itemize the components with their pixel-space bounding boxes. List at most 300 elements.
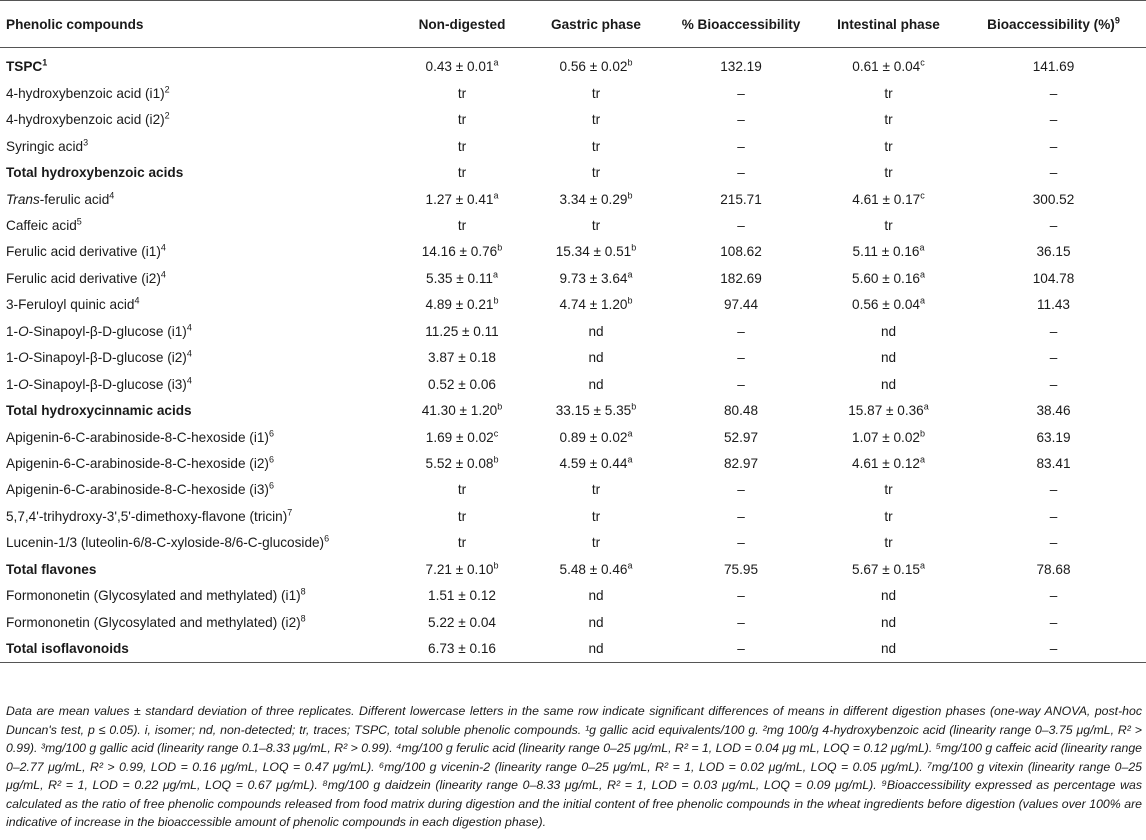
cell-value: tr <box>591 112 601 128</box>
cell-value: 15.87 ± 0.36 <box>848 403 924 419</box>
compound-name-cell <box>0 48 398 81</box>
non-digested-cell <box>398 503 526 529</box>
compound-name: Formononetin (Glycosylated and methylated) (i2) <box>6 614 301 630</box>
bioaccessibility-cell <box>961 80 1146 106</box>
compound-footnote-ref: 4 <box>186 322 192 333</box>
compound-footnote-ref: 2 <box>164 110 170 121</box>
compound-footnote-ref: 4 <box>186 375 192 386</box>
table-row <box>0 503 1146 529</box>
compound-footnote-ref: 4 <box>186 348 192 359</box>
cell-value: – <box>1049 482 1058 498</box>
gastric-phase-cell <box>526 345 666 371</box>
cell-value: – <box>737 218 745 234</box>
compound-footnote-ref: 8 <box>300 586 306 597</box>
compound-name-prefix: 1- <box>6 323 19 339</box>
cell-value: 7.21 ± 0.10 <box>425 561 494 577</box>
cell-value: tr <box>591 138 601 154</box>
cell-value: 300.52 <box>1032 191 1075 207</box>
cell-value: – <box>737 350 745 366</box>
cell-value: nd <box>880 323 897 339</box>
gastric-phase-cell <box>526 133 666 159</box>
compound-name: -Sinapoyl-β-D-glucose (i1) <box>28 323 187 339</box>
header-phenolic-compounds: Phenolic compounds <box>0 1 398 48</box>
gastric-phase-cell <box>526 609 666 635</box>
cell-value: tr <box>884 165 893 181</box>
percent-bioaccessibility-cell <box>666 160 816 186</box>
cell-value: tr <box>457 482 467 498</box>
cell-value: nd <box>588 323 604 339</box>
compound-footnote-ref: 7 <box>287 507 293 518</box>
cell-value: 78.68 <box>1036 561 1071 577</box>
gastric-phase-cell <box>526 318 666 344</box>
significance-letter: b <box>497 401 503 412</box>
significance-letter: c <box>493 428 499 439</box>
bioaccessibility-cell <box>961 583 1146 609</box>
significance-letter: a <box>492 269 498 280</box>
cell-value: nd <box>588 641 604 657</box>
table-row <box>0 424 1146 450</box>
compound-name-cell <box>0 318 398 344</box>
cell-value: 108.62 <box>720 244 762 260</box>
cell-value: nd <box>880 641 897 657</box>
compound-name: Total hydroxybenzoic acids <box>6 165 184 181</box>
significance-letter: a <box>919 269 925 280</box>
percent-bioaccessibility-cell <box>666 186 816 212</box>
non-digested-cell <box>398 424 526 450</box>
cell-value: 0.56 ± 0.02 <box>559 59 628 75</box>
table-row <box>0 292 1146 318</box>
non-digested-cell <box>398 213 526 239</box>
significance-letter: a <box>627 269 633 280</box>
cell-value: 1.51 ± 0.12 <box>428 588 496 604</box>
percent-bioaccessibility-cell <box>666 424 816 450</box>
bioaccessibility-cell <box>961 213 1146 239</box>
cell-value: 0.52 ± 0.06 <box>428 376 496 392</box>
compound-name-prefix: 1- <box>6 350 19 366</box>
compound-name-cell <box>0 371 398 397</box>
cell-value: tr <box>457 138 467 154</box>
compound-name-cell <box>0 160 398 186</box>
cell-value: tr <box>591 508 601 524</box>
bioaccessibility-cell <box>961 636 1146 663</box>
compound-name-cell <box>0 133 398 159</box>
cell-value: 141.69 <box>1032 59 1075 75</box>
cell-value: tr <box>884 218 893 234</box>
compound-name-cell <box>0 609 398 635</box>
bioaccessibility-cell <box>961 609 1146 635</box>
table-row <box>0 636 1146 663</box>
compound-name-cell <box>0 266 398 292</box>
cell-value: tr <box>457 218 467 234</box>
significance-letter: b <box>631 242 637 253</box>
percent-bioaccessibility-cell <box>666 107 816 133</box>
cell-value: 1.27 ± 0.41 <box>425 191 494 207</box>
gastric-phase-cell <box>526 583 666 609</box>
header-bioaccessibility: Bioaccessibility (%)$^9$ <box>961 1 1146 48</box>
cell-value: 11.43 <box>1036 297 1070 313</box>
intestinal-phase-cell <box>816 186 961 212</box>
cell-value: – <box>737 588 745 604</box>
non-digested-cell <box>398 239 526 265</box>
cell-value: 5.48 ± 0.46 <box>559 561 628 577</box>
compound-footnote-ref: 4 <box>109 190 115 201</box>
table-row <box>0 371 1146 397</box>
cell-value: nd <box>588 350 604 366</box>
cell-value: – <box>737 138 745 154</box>
table-row <box>0 133 1146 159</box>
cell-value: tr <box>591 218 601 234</box>
cell-value: – <box>1049 165 1058 181</box>
significance-letter: c <box>920 57 925 68</box>
compound-name-cell <box>0 503 398 529</box>
intestinal-phase-cell <box>816 371 961 397</box>
gastric-phase-cell <box>526 371 666 397</box>
compound-name: Apigenin-6-C-arabinoside-8-C-hexoside (i2) <box>6 455 269 471</box>
significance-letter: a <box>627 560 633 571</box>
bioaccessibility-cell <box>961 239 1146 265</box>
intestinal-phase-cell <box>816 80 961 106</box>
cell-value: 75.95 <box>723 561 759 577</box>
cell-value: 0.89 ± 0.02 <box>559 429 628 445</box>
table-row <box>0 609 1146 635</box>
cell-value: – <box>737 165 745 181</box>
bioaccessibility-cell <box>961 318 1146 344</box>
header-row <box>0 1 1146 48</box>
bioaccessibility-cell <box>961 160 1146 186</box>
compound-name-cell <box>0 239 398 265</box>
cell-value: – <box>1049 350 1058 366</box>
cell-value: tr <box>457 508 467 524</box>
compound-name: -Sinapoyl-β-D-glucose (i3) <box>28 376 187 392</box>
gastric-phase-cell <box>526 160 666 186</box>
table-row <box>0 318 1146 344</box>
bioaccessibility-cell <box>961 371 1146 397</box>
non-digested-cell <box>398 636 526 663</box>
gastric-phase-cell <box>526 530 666 556</box>
cell-value: – <box>737 614 745 630</box>
bioaccessibility-cell <box>961 530 1146 556</box>
cell-value: tr <box>591 482 601 498</box>
intestinal-phase-cell <box>816 398 961 424</box>
cell-value: tr <box>591 535 601 551</box>
percent-bioaccessibility-cell <box>666 636 816 663</box>
cell-value: 63.19 <box>1036 429 1071 445</box>
cell-value: nd <box>588 376 604 392</box>
percent-bioaccessibility-cell <box>666 318 816 344</box>
gastric-phase-cell <box>526 186 666 212</box>
significance-letter: a <box>627 454 633 465</box>
gastric-phase-cell <box>526 266 666 292</box>
cell-value: – <box>737 323 745 339</box>
non-digested-cell <box>398 48 526 81</box>
bioaccessibility-cell <box>961 292 1146 318</box>
compound-name-italic: Trans <box>6 191 40 207</box>
gastric-phase-cell <box>526 398 666 424</box>
cell-value: – <box>737 85 745 101</box>
intestinal-phase-cell <box>816 160 961 186</box>
cell-value: – <box>1049 376 1058 392</box>
cell-value: 4.89 ± 0.21 <box>425 297 494 313</box>
compound-name: Total hydroxycinnamic acids <box>6 403 192 419</box>
significance-letter: b <box>493 454 499 465</box>
table-row <box>0 266 1146 292</box>
compound-name-cell <box>0 107 398 133</box>
compound-name: Caffeic acid <box>6 218 77 234</box>
cell-value: – <box>1049 112 1058 128</box>
percent-bioaccessibility-cell <box>666 556 816 582</box>
compound-footnote-ref: 6 <box>324 533 330 544</box>
compound-name: -ferulic acid <box>39 191 110 207</box>
non-digested-cell <box>398 345 526 371</box>
compound-footnote-ref: 4 <box>134 295 140 306</box>
intestinal-phase-cell <box>816 583 961 609</box>
significance-letter: b <box>497 242 503 253</box>
header-percent-bioaccessibility: % Bioaccessibility <box>666 1 816 48</box>
intestinal-phase-cell <box>816 451 961 477</box>
compound-footnote-ref: 6 <box>268 428 274 439</box>
compound-name: Apigenin-6-C-arabinoside-8-C-hexoside (i1) <box>6 429 269 445</box>
table-row <box>0 213 1146 239</box>
significance-letter: b <box>631 401 637 412</box>
table-row <box>0 556 1146 582</box>
cell-value: tr <box>457 165 467 181</box>
compound-name-prefix: 1- <box>6 376 19 392</box>
compound-name-cell <box>0 556 398 582</box>
percent-bioaccessibility-cell <box>666 213 816 239</box>
cell-value: tr <box>457 535 467 551</box>
intestinal-phase-cell <box>816 266 961 292</box>
bioaccessibility-cell <box>961 424 1146 450</box>
percent-bioaccessibility-cell <box>666 133 816 159</box>
compound-footnote-ref: 8 <box>300 613 306 624</box>
percent-bioaccessibility-cell <box>666 48 816 81</box>
gastric-phase-cell <box>526 477 666 503</box>
table-row <box>0 477 1146 503</box>
percent-bioaccessibility-cell <box>666 345 816 371</box>
cell-value: 0.61 ± 0.04 <box>852 59 921 75</box>
table-row <box>0 107 1146 133</box>
percent-bioaccessibility-cell <box>666 398 816 424</box>
significance-letter: a <box>919 454 925 465</box>
table-row <box>0 398 1146 424</box>
cell-value: 5.52 ± 0.08 <box>425 455 494 471</box>
cell-value: – <box>737 112 745 128</box>
compound-name: Apigenin-6-C-arabinoside-8-C-hexoside (i3) <box>6 482 269 498</box>
compound-name: 3-Feruloyl quinic acid <box>6 297 135 313</box>
gastric-phase-cell <box>526 451 666 477</box>
percent-bioaccessibility-cell <box>666 609 816 635</box>
cell-value: 5.11 ± 0.16 <box>852 244 920 260</box>
cell-value: – <box>1049 641 1058 657</box>
gastric-phase-cell <box>526 239 666 265</box>
cell-value: 6.73 ± 0.16 <box>428 641 496 657</box>
cell-value: – <box>1049 85 1058 101</box>
cell-value: 5.67 ± 0.15 <box>852 561 920 577</box>
non-digested-cell <box>398 371 526 397</box>
cell-value: 0.56 ± 0.04 <box>852 297 920 313</box>
significance-letter: b <box>627 295 633 306</box>
percent-bioaccessibility-cell <box>666 80 816 106</box>
compound-footnote-ref: 6 <box>268 454 274 465</box>
intestinal-phase-cell <box>816 556 961 582</box>
cell-value: 82.97 <box>723 455 759 471</box>
cell-value: 4.61 ± 0.17 <box>852 191 921 207</box>
cell-value: 132.19 <box>720 59 762 75</box>
header-non-digested: Non-digested <box>398 1 526 48</box>
compound-name-cell <box>0 292 398 318</box>
significance-letter: b <box>493 295 499 306</box>
gastric-phase-cell <box>526 107 666 133</box>
compound-name-cell <box>0 345 398 371</box>
compound-name-cell <box>0 477 398 503</box>
compound-name-italic: O <box>18 323 29 339</box>
intestinal-phase-cell <box>816 424 961 450</box>
non-digested-cell <box>398 583 526 609</box>
compound-name-cell <box>0 213 398 239</box>
bioaccessibility-cell <box>961 503 1146 529</box>
cell-value: – <box>737 535 745 551</box>
compound-name: Ferulic acid derivative (i1) <box>6 244 161 260</box>
table-row <box>0 186 1146 212</box>
non-digested-cell <box>398 318 526 344</box>
compound-name: Lucenin-1/3 (luteolin-6/8-C-xyloside-8/6-C-glucoside) <box>6 535 325 551</box>
table-row <box>0 239 1146 265</box>
bioaccessibility-cell <box>961 398 1146 424</box>
header-intestinal-phase: Intestinal phase <box>816 1 961 48</box>
compound-name: Total flavones <box>6 561 97 577</box>
significance-letter: b <box>627 57 633 68</box>
compound-name-cell <box>0 451 398 477</box>
non-digested-cell <box>398 133 526 159</box>
cell-value: tr <box>457 112 467 128</box>
cell-value: 97.44 <box>723 297 759 313</box>
compound-footnote-ref: 4 <box>160 242 166 253</box>
table-row <box>0 530 1146 556</box>
cell-value: tr <box>884 138 893 154</box>
cell-value: – <box>1049 588 1058 604</box>
bioaccessibility-cell <box>961 266 1146 292</box>
header-gastric-phase: Gastric phase <box>526 1 666 48</box>
cell-value: 4.59 ± 0.44 <box>559 455 628 471</box>
compound-footnote-ref: 4 <box>160 269 166 280</box>
cell-value: 4.74 ± 1.20 <box>559 297 628 313</box>
cell-value: 5.22 ± 0.04 <box>428 614 496 630</box>
cell-value: tr <box>884 508 893 524</box>
significance-letter: c <box>920 190 925 201</box>
compound-name-cell <box>0 398 398 424</box>
cell-value: tr <box>884 535 893 551</box>
cell-value: – <box>1049 614 1058 630</box>
non-digested-cell <box>398 107 526 133</box>
cell-value: 182.69 <box>720 270 762 286</box>
gastric-phase-cell <box>526 636 666 663</box>
compound-name: -Sinapoyl-β-D-glucose (i2) <box>28 350 187 366</box>
significance-letter: a <box>919 295 925 306</box>
cell-value: 104.78 <box>1032 270 1075 286</box>
cell-value: 5.60 ± 0.16 <box>852 270 920 286</box>
cell-value: 4.61 ± 0.12 <box>852 455 920 471</box>
cell-value: nd <box>880 376 897 392</box>
intestinal-phase-cell <box>816 345 961 371</box>
percent-bioaccessibility-cell <box>666 292 816 318</box>
table-row <box>0 583 1146 609</box>
gastric-phase-cell <box>526 556 666 582</box>
table-row <box>0 345 1146 371</box>
significance-letter: b <box>627 190 633 201</box>
compound-name: Total isoflavonoids <box>6 641 129 657</box>
cell-value: 3.34 ± 0.29 <box>559 191 628 207</box>
significance-letter: b <box>493 560 499 571</box>
cell-value: nd <box>880 614 897 630</box>
compound-name: 5,7,4'-trihydroxy-3',5'-dimethoxy-flavone (tricin) <box>6 508 288 524</box>
cell-value: tr <box>884 482 893 498</box>
intestinal-phase-cell <box>816 239 961 265</box>
cell-value: – <box>737 482 745 498</box>
significance-letter: a <box>919 242 925 253</box>
table-row <box>0 451 1146 477</box>
table-footnote: Data are mean values ± standard deviation of three replicates. Different lowercase letters in the same row indicate significant differences of means in different digestion phases (one-way ANOVA, post-hoc Duncan's test, p ≤ 0.05). i, isomer; nd, non-detected; tr, traces; TSPC, total soluble phenolic compounds. ¹g gallic acid equivalents/100 g. ²mg 100/g 4-hydroxybenzoic acid (linearity range 0–3.75 μg/mL, R² > 0.99). ³mg/100 g gallic acid (linearity range 0.1–8.33 μg/mL, R² > 0.99). ⁴mg/100 g ferulic acid (linearity range 0–25 μg/mL, R² = 1, LOD = 0.04 μg mL, LOQ = 0.12 μg/mL). ⁵mg/100 g caffeic acid (linearity range 0–2.77 μg/mL, R² > 0.99, LOD = 0.16 μg/mL, LOQ = 0.47 μg/mL). ⁶mg/100 g vicenin-2 (linearity range 0–25 μg/mL, R² = 1, LOD = 0.02 μg/mL, LOQ = 0.05 μg/mL). ⁷mg/100 g vitexin (linearity range 0–25 μg/mL, R² = 1, LOD = 0.22 μg/mL, LOQ = 0.67 μg/mL). ⁸mg/100 g daidzein (linearity range 0–8.33 μg/mL, R² = 1, LOD = 0.03 μg/mL, LOQ = 0.09 μg/mL). ⁹Bioaccessibility expressed as percentage was calculated as the ratio of free phenolic compounds released from food matrix during digestion and the initial content of free phenolic compounds in the wheat ingredients before digestion (values over 100% are indicative of increase in the bioaccessible amount of phenolic compounds in each digestion phase). <box>6 704 1142 830</box>
bioaccessibility-cell <box>961 451 1146 477</box>
bioaccessibility-cell <box>961 107 1146 133</box>
cell-value: 15.34 ± 0.51 <box>555 244 632 260</box>
intestinal-phase-cell <box>816 107 961 133</box>
cell-value: 38.46 <box>1036 403 1071 419</box>
non-digested-cell <box>398 451 526 477</box>
compound-name-cell <box>0 583 398 609</box>
cell-value: 41.30 ± 1.20 <box>421 403 498 419</box>
intestinal-phase-cell <box>816 636 961 663</box>
non-digested-cell <box>398 530 526 556</box>
non-digested-cell <box>398 292 526 318</box>
table-row <box>0 48 1146 81</box>
compound-name: 4-hydroxybenzoic acid (i1) <box>6 85 165 101</box>
percent-bioaccessibility-cell <box>666 583 816 609</box>
cell-value: – <box>1049 218 1058 234</box>
percent-bioaccessibility-cell <box>666 266 816 292</box>
compound-name: TSPC <box>6 59 43 75</box>
significance-letter: a <box>923 401 929 412</box>
significance-letter: a <box>493 190 499 201</box>
non-digested-cell <box>398 609 526 635</box>
significance-letter: a <box>627 428 633 439</box>
compound-name-cell <box>0 424 398 450</box>
bioaccessibility-cell <box>961 477 1146 503</box>
bioaccessibility-cell <box>961 133 1146 159</box>
compound-name: Ferulic acid derivative (i2) <box>6 270 161 286</box>
compound-footnote-ref: 5 <box>76 216 82 227</box>
cell-value: 215.71 <box>720 191 762 207</box>
compound-footnote-ref: 3 <box>83 137 89 148</box>
compound-name-cell <box>0 530 398 556</box>
table-body <box>0 48 1146 663</box>
non-digested-cell <box>398 80 526 106</box>
non-digested-cell <box>398 398 526 424</box>
cell-value: tr <box>591 85 601 101</box>
intestinal-phase-cell <box>816 477 961 503</box>
cell-value: nd <box>588 614 604 630</box>
cell-value: – <box>1049 508 1058 524</box>
compound-name: Syringic acid <box>6 138 84 154</box>
cell-value: 80.48 <box>723 403 759 419</box>
cell-value: 3.87 ± 0.18 <box>428 350 496 366</box>
percent-bioaccessibility-cell <box>666 530 816 556</box>
compound-name-cell <box>0 636 398 663</box>
compound-footnote-ref: 1 <box>42 57 48 68</box>
cell-value: 9.73 ± 3.64 <box>559 270 628 286</box>
cell-value: nd <box>588 588 604 604</box>
cell-value: 1.69 ± 0.02 <box>425 429 494 445</box>
non-digested-cell <box>398 160 526 186</box>
